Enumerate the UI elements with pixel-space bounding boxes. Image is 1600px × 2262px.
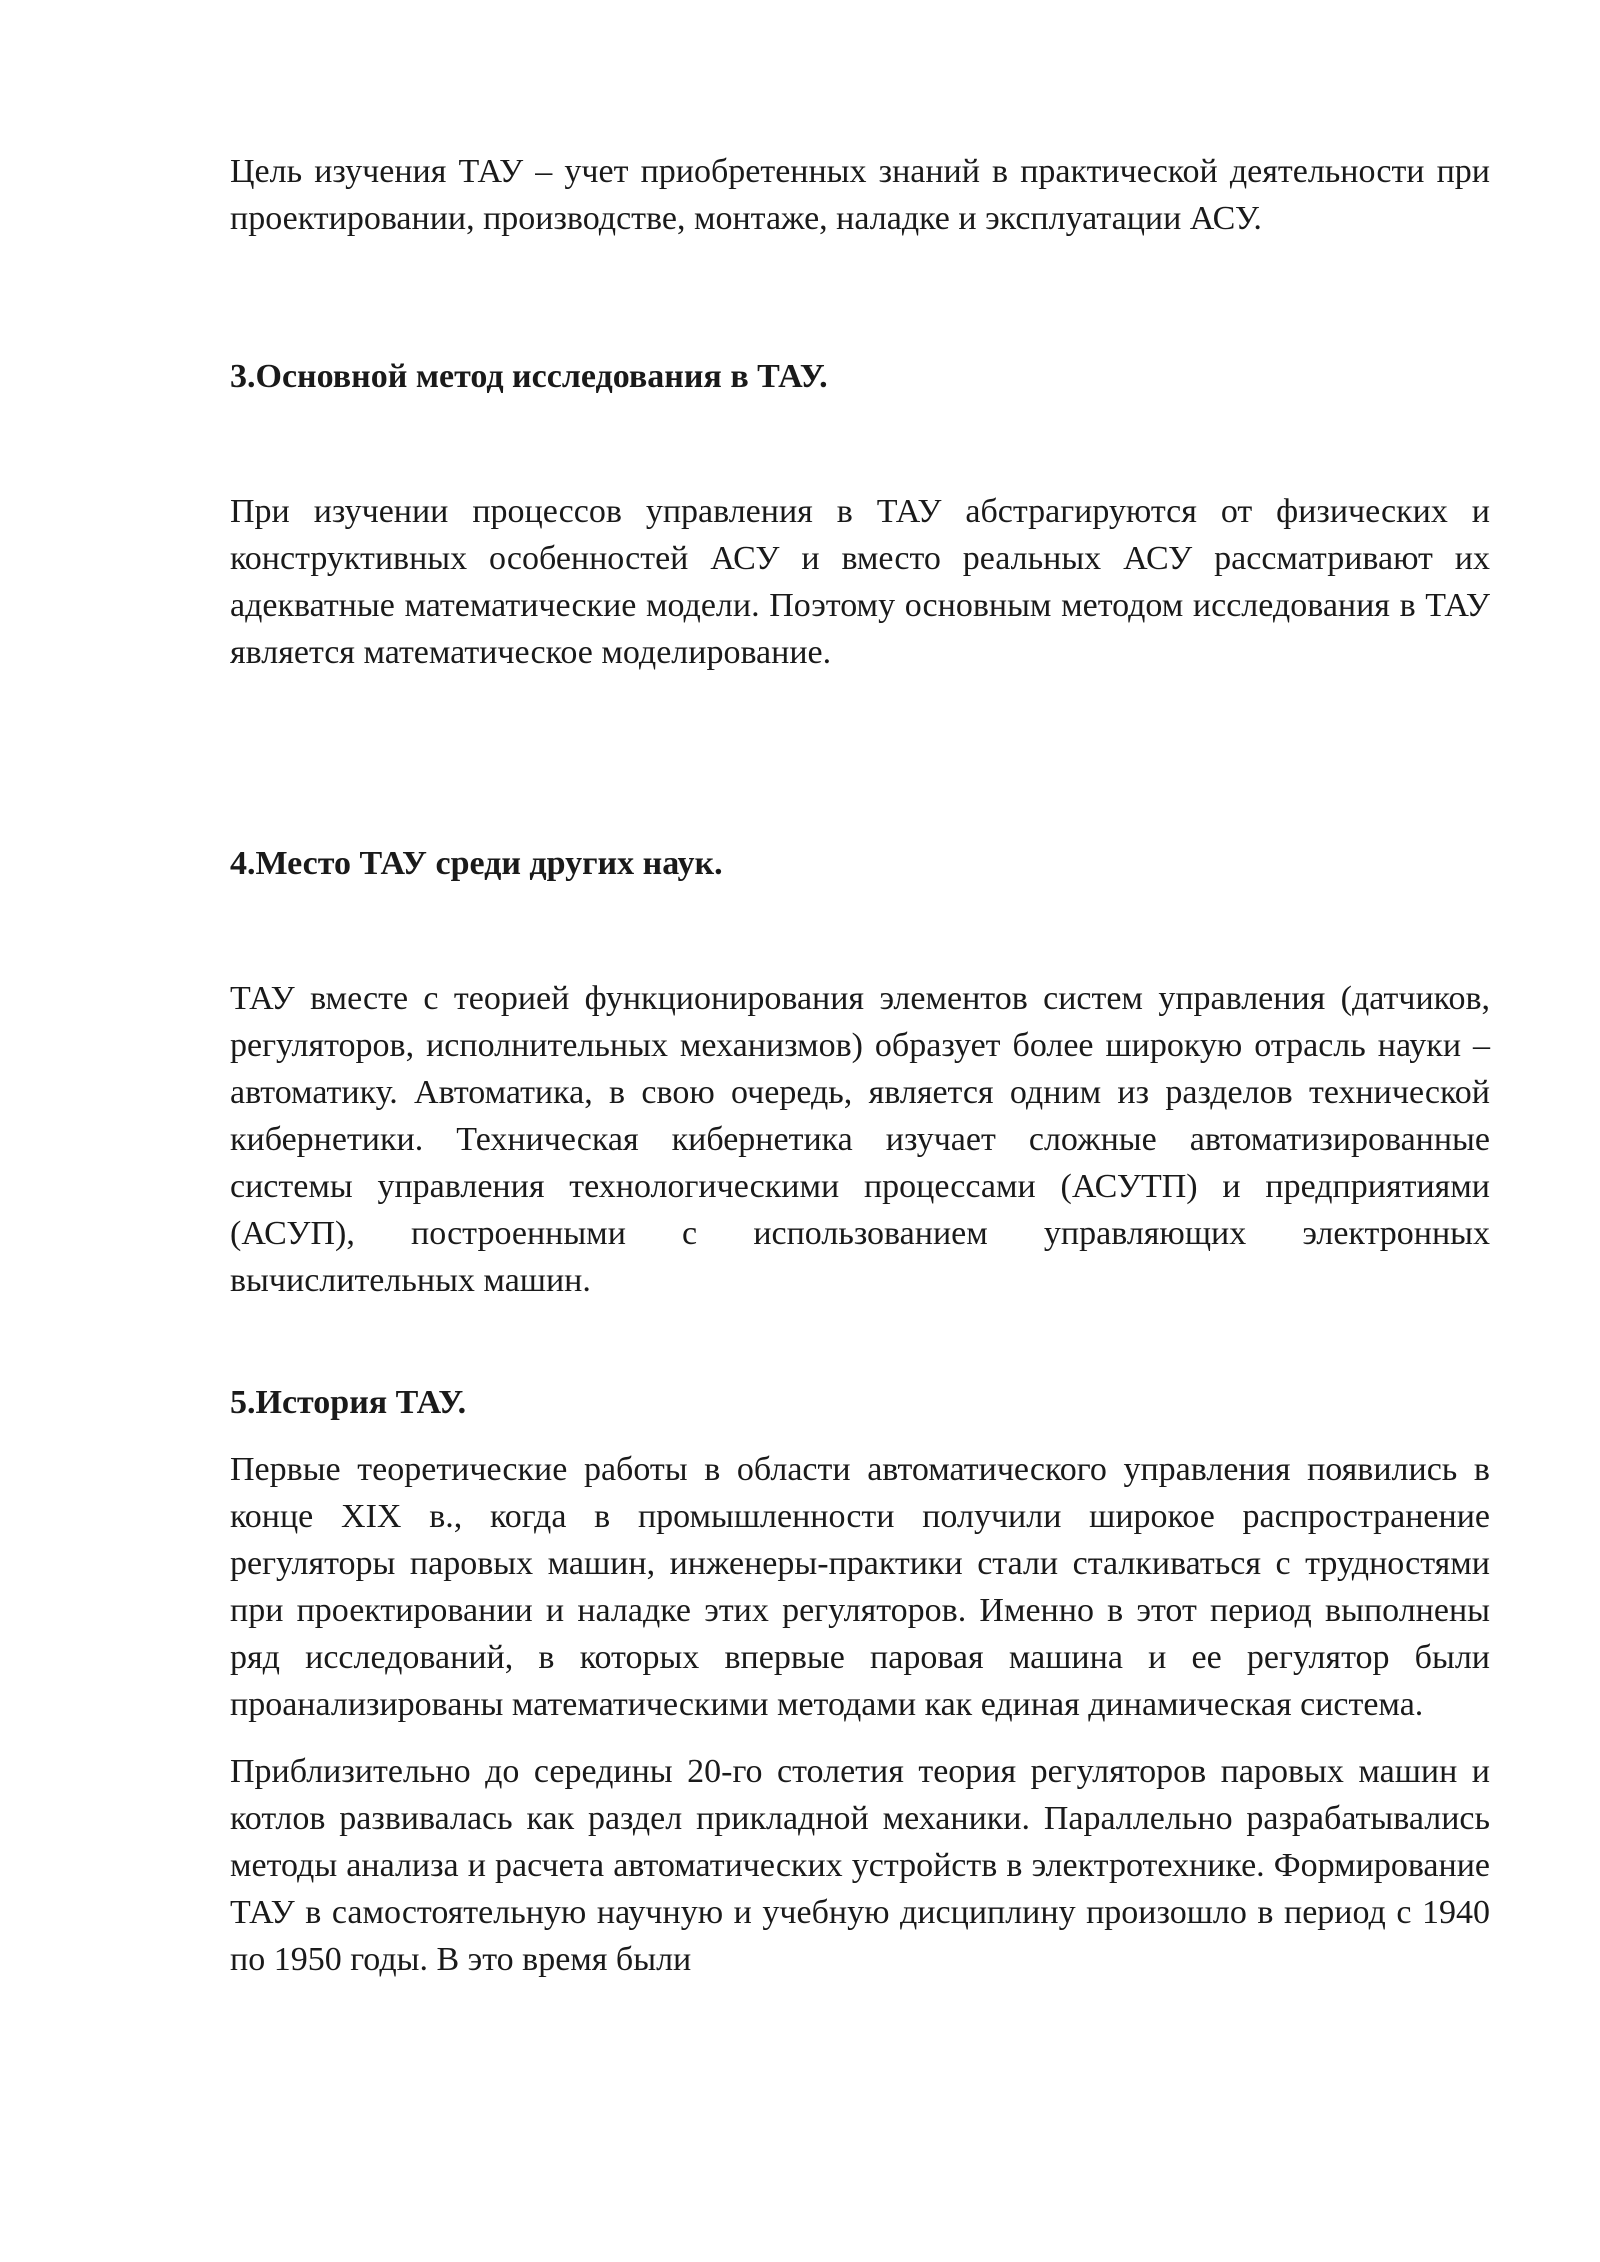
section-3-paragraph: При изучении процессов управления в ТАУ абстрагируются от физических и конструктивных особенностей АСУ и вместо реальных АСУ рассматривают их адекватные математические модели. Поэтому основным методом исследования в ТАУ является математическое моделирование. <box>230 493 1490 671</box>
section-5-paragraph-1: Первые теоретические работы в области автоматического управления появились в конце XIX в., когда в промышленности получили широкое распространение регуляторы паровых машин, инженеры-практики стали сталкиваться с трудностями при проектировании и наладке этих регуляторов. Именно в этот период выполнены ряд исследований, в которых впервые паровая машина и ее регулятор были проанализированы математическими методами как единая динамическая система. <box>230 1451 1490 1723</box>
goal-paragraph: Цель изучения ТАУ – учет приобретенных знаний в практической деятельности при проектировании, производстве, монтаже, наладке и эксплуатации АСУ. <box>230 153 1490 237</box>
section-3-heading: 3.Основной метод исследования в ТАУ. <box>230 358 828 395</box>
section-5-paragraph-2: Приблизительно до середины 20-го столетия теория регуляторов паровых машин и котлов развивалась как раздел прикладной механики. Параллельно разрабатывались методы анализа и расчета автоматических устройств в электротехнике. Формирование ТАУ в самостоятельную научную и учебную дисциплину произошло в период с 1940 по 1950 годы. В это время были <box>230 1753 1490 1978</box>
document-page <box>230 148 1490 1983</box>
section-5-heading: 5.История ТАУ. <box>230 1384 467 1421</box>
section-4-paragraph: ТАУ вместе с теорией функционирования элементов систем управления (датчиков, регуляторов, исполнительных механизмов) образует более широкую отрасль науки – автоматику. Автоматика, в свою очередь, является одним из разделов технической кибернетики. Техническая кибернетика изучает сложные автоматизированные системы управления технологическими процессами (АСУТП) и предприятиями (АСУП), построенными с использованием управляющих электронных вычислительных машин. <box>230 980 1490 1299</box>
section-4-heading: 4.Место ТАУ среди других наук. <box>230 845 723 882</box>
